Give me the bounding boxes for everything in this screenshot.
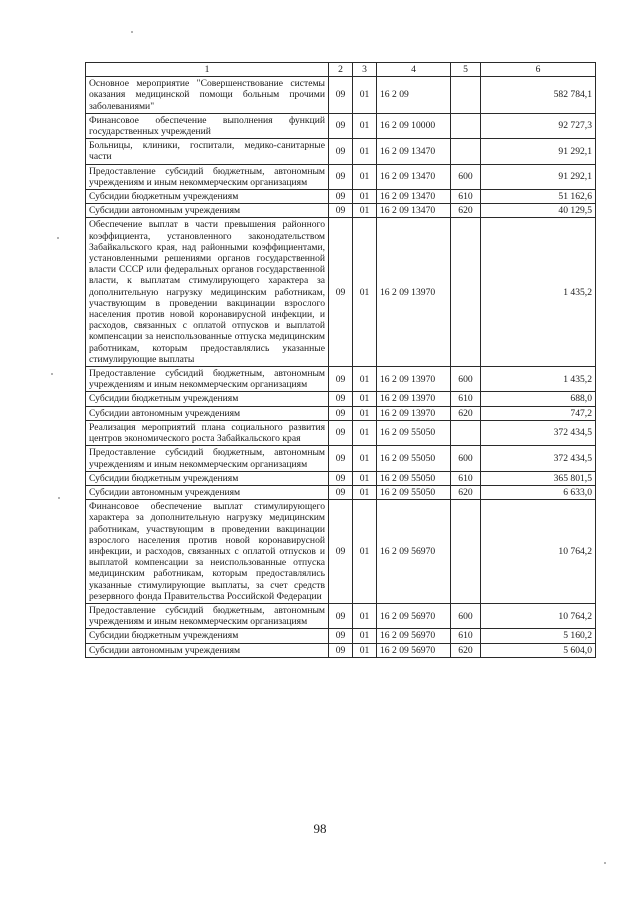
amount-cell: 5 160,2 — [481, 629, 596, 643]
table-row — [86, 629, 596, 643]
target-code-cell: 16 2 09 55050 — [377, 420, 451, 445]
subsection-cell: 01 — [353, 367, 377, 392]
row-name-cell: Субсидии автономным учреждениям — [86, 406, 329, 420]
expense-type-cell: 600 — [451, 164, 481, 189]
target-code-cell: 16 2 09 13970 — [377, 406, 451, 420]
subsection-cell: 01 — [353, 485, 377, 499]
amount-cell: 91 292,1 — [481, 139, 596, 164]
subsection-cell: 01 — [353, 77, 377, 114]
section-cell: 09 — [329, 500, 353, 604]
column-header: 4 — [377, 63, 451, 77]
scan-speck — [131, 31, 133, 33]
subsection-cell: 01 — [353, 218, 377, 367]
section-cell: 09 — [329, 629, 353, 643]
row-name-cell: Предоставление субсидий бюджетным, автономным учреждениям и иным некоммерческим организациям — [86, 603, 329, 628]
amount-cell: 1 435,2 — [481, 367, 596, 392]
row-name-cell: Субсидии бюджетным учреждениям — [86, 629, 329, 643]
amount-cell: 92 727,3 — [481, 113, 596, 138]
subsection-cell: 01 — [353, 643, 377, 657]
section-cell: 09 — [329, 113, 353, 138]
expense-type-cell: 610 — [451, 392, 481, 406]
column-header: 6 — [481, 63, 596, 77]
expense-type-cell: 600 — [451, 446, 481, 471]
section-cell: 09 — [329, 471, 353, 485]
row-name-cell: Субсидии бюджетным учреждениям — [86, 190, 329, 204]
subsection-cell: 01 — [353, 500, 377, 604]
expense-type-cell: 610 — [451, 471, 481, 485]
target-code-cell: 16 2 09 13970 — [377, 392, 451, 406]
budget-table — [85, 62, 596, 658]
expense-type-cell: 620 — [451, 643, 481, 657]
row-name-cell: Финансовое обеспечение выплат стимулирующего характера за дополнительную нагрузку медицинским работникам, участвующим в проведении вакцинации взрослого населения против новой коронавирусной инфекции, и расходов, связанных с оплатой отпусков и выплатой компенсации за неиспользованные отпуска медицинским работникам, которым предоставлялись указанные стимулирующие выплаты, за счет средств резервного фонда Правительства Российской Федерации — [86, 500, 329, 604]
expense-type-cell: 620 — [451, 485, 481, 499]
target-code-cell: 16 2 09 55050 — [377, 485, 451, 499]
table-row — [86, 164, 596, 189]
subsection-cell: 01 — [353, 139, 377, 164]
row-name-cell: Субсидии автономным учреждениям — [86, 485, 329, 499]
table-body — [86, 77, 596, 658]
table-row — [86, 420, 596, 445]
table-row — [86, 406, 596, 420]
row-name-cell: Субсидии автономным учреждениям — [86, 204, 329, 218]
row-name-cell: Финансовое обеспечение выполнения функций государственных учреждений — [86, 113, 329, 138]
expense-type-cell — [451, 139, 481, 164]
subsection-cell: 01 — [353, 190, 377, 204]
column-header: 2 — [329, 63, 353, 77]
section-cell: 09 — [329, 139, 353, 164]
amount-cell: 747,2 — [481, 406, 596, 420]
target-code-cell: 16 2 09 13470 — [377, 164, 451, 189]
amount-cell: 91 292,1 — [481, 164, 596, 189]
target-code-cell: 16 2 09 56970 — [377, 500, 451, 604]
table-row — [86, 446, 596, 471]
section-cell: 09 — [329, 218, 353, 367]
row-name-cell: Субсидии автономным учреждениям — [86, 643, 329, 657]
target-code-cell: 16 2 09 10000 — [377, 113, 451, 138]
amount-cell: 372 434,5 — [481, 446, 596, 471]
row-name-cell: Реализация мероприятий плана социального развития центров экономического роста Забайкальского края — [86, 420, 329, 445]
column-header: 1 — [86, 63, 329, 77]
expense-type-cell: 610 — [451, 190, 481, 204]
expense-type-cell: 600 — [451, 367, 481, 392]
target-code-cell: 16 2 09 13470 — [377, 204, 451, 218]
amount-cell: 10 764,2 — [481, 500, 596, 604]
expense-type-cell — [451, 218, 481, 367]
table-row — [86, 77, 596, 114]
section-cell: 09 — [329, 643, 353, 657]
table-row — [86, 204, 596, 218]
amount-cell: 582 784,1 — [481, 77, 596, 114]
table-row — [86, 643, 596, 657]
target-code-cell: 16 2 09 13970 — [377, 218, 451, 367]
expense-type-cell — [451, 420, 481, 445]
subsection-cell: 01 — [353, 446, 377, 471]
subsection-cell: 01 — [353, 420, 377, 445]
table-row — [86, 113, 596, 138]
table-row — [86, 485, 596, 499]
section-cell: 09 — [329, 603, 353, 628]
subsection-cell: 01 — [353, 629, 377, 643]
table-row — [86, 500, 596, 604]
table-row — [86, 471, 596, 485]
subsection-cell: 01 — [353, 204, 377, 218]
column-header: 5 — [451, 63, 481, 77]
subsection-cell: 01 — [353, 164, 377, 189]
amount-cell: 40 129,5 — [481, 204, 596, 218]
row-name-cell: Предоставление субсидий бюджетным, автономным учреждениям и иным некоммерческим организациям — [86, 446, 329, 471]
section-cell: 09 — [329, 392, 353, 406]
row-name-cell: Обеспечение выплат в части превышения районного коэффициента, установленного законодательством Забайкальского края, над районными коэффициентами, установленными решениями органов государственной власти СССР или федеральных органов государственной власти, к выплатам стимулирующего характера за дополнительную нагрузку медицинским работникам, участвующим в проведении вакцинации взрослого населения против новой коронавирусной инфекции, и расходов, связанных с оплатой отпусков и выплатой компенсации за неиспользованные отпуска медицинским работникам, которым предоставлялись указанные стимулирующие выплаты — [86, 218, 329, 367]
table-row — [86, 218, 596, 367]
table-row — [86, 139, 596, 164]
expense-type-cell — [451, 500, 481, 604]
expense-type-cell — [451, 77, 481, 114]
section-cell: 09 — [329, 204, 353, 218]
section-cell: 09 — [329, 190, 353, 204]
amount-cell: 10 764,2 — [481, 603, 596, 628]
amount-cell: 365 801,5 — [481, 471, 596, 485]
target-code-cell: 16 2 09 13470 — [377, 190, 451, 204]
target-code-cell: 16 2 09 55050 — [377, 471, 451, 485]
scan-speck — [51, 373, 53, 375]
subsection-cell: 01 — [353, 471, 377, 485]
table-row — [86, 367, 596, 392]
target-code-cell: 16 2 09 13970 — [377, 367, 451, 392]
target-code-cell: 16 2 09 — [377, 77, 451, 114]
page-number: 98 — [313, 821, 327, 836]
amount-cell: 5 604,0 — [481, 643, 596, 657]
section-cell: 09 — [329, 446, 353, 471]
scan-speck — [57, 237, 59, 239]
amount-cell: 6 633,0 — [481, 485, 596, 499]
section-cell: 09 — [329, 164, 353, 189]
subsection-cell: 01 — [353, 392, 377, 406]
target-code-cell: 16 2 09 13470 — [377, 139, 451, 164]
amount-cell: 1 435,2 — [481, 218, 596, 367]
section-cell: 09 — [329, 406, 353, 420]
table-row — [86, 190, 596, 204]
row-name-cell: Больницы, клиники, госпитали, медико-санитарные части — [86, 139, 329, 164]
table-row — [86, 392, 596, 406]
expense-type-cell: 620 — [451, 204, 481, 218]
section-cell: 09 — [329, 420, 353, 445]
target-code-cell: 16 2 09 56970 — [377, 643, 451, 657]
row-name-cell: Субсидии бюджетным учреждениям — [86, 392, 329, 406]
subsection-cell: 01 — [353, 113, 377, 138]
expense-type-cell: 610 — [451, 629, 481, 643]
subsection-cell: 01 — [353, 603, 377, 628]
section-cell: 09 — [329, 77, 353, 114]
row-name-cell: Субсидии бюджетным учреждениям — [86, 471, 329, 485]
target-code-cell: 16 2 09 56970 — [377, 629, 451, 643]
expense-type-cell: 620 — [451, 406, 481, 420]
target-code-cell: 16 2 09 55050 — [377, 446, 451, 471]
amount-cell: 688,0 — [481, 392, 596, 406]
amount-cell: 372 434,5 — [481, 420, 596, 445]
scan-speck — [58, 497, 60, 499]
expense-type-cell: 600 — [451, 603, 481, 628]
column-header: 3 — [353, 63, 377, 77]
row-name-cell: Основное мероприятие "Совершенствование системы оказания медицинской помощи больным прочими заболеваниями" — [86, 77, 329, 114]
row-name-cell: Предоставление субсидий бюджетным, автономным учреждениям и иным некоммерческим организациям — [86, 367, 329, 392]
section-cell: 09 — [329, 485, 353, 499]
row-name-cell: Предоставление субсидий бюджетным, автономным учреждениям и иным некоммерческим организациям — [86, 164, 329, 189]
header-row — [86, 63, 596, 77]
scan-speck — [604, 862, 606, 864]
subsection-cell: 01 — [353, 406, 377, 420]
expense-type-cell — [451, 113, 481, 138]
table-row — [86, 603, 596, 628]
amount-cell: 51 162,6 — [481, 190, 596, 204]
section-cell: 09 — [329, 367, 353, 392]
target-code-cell: 16 2 09 56970 — [377, 603, 451, 628]
